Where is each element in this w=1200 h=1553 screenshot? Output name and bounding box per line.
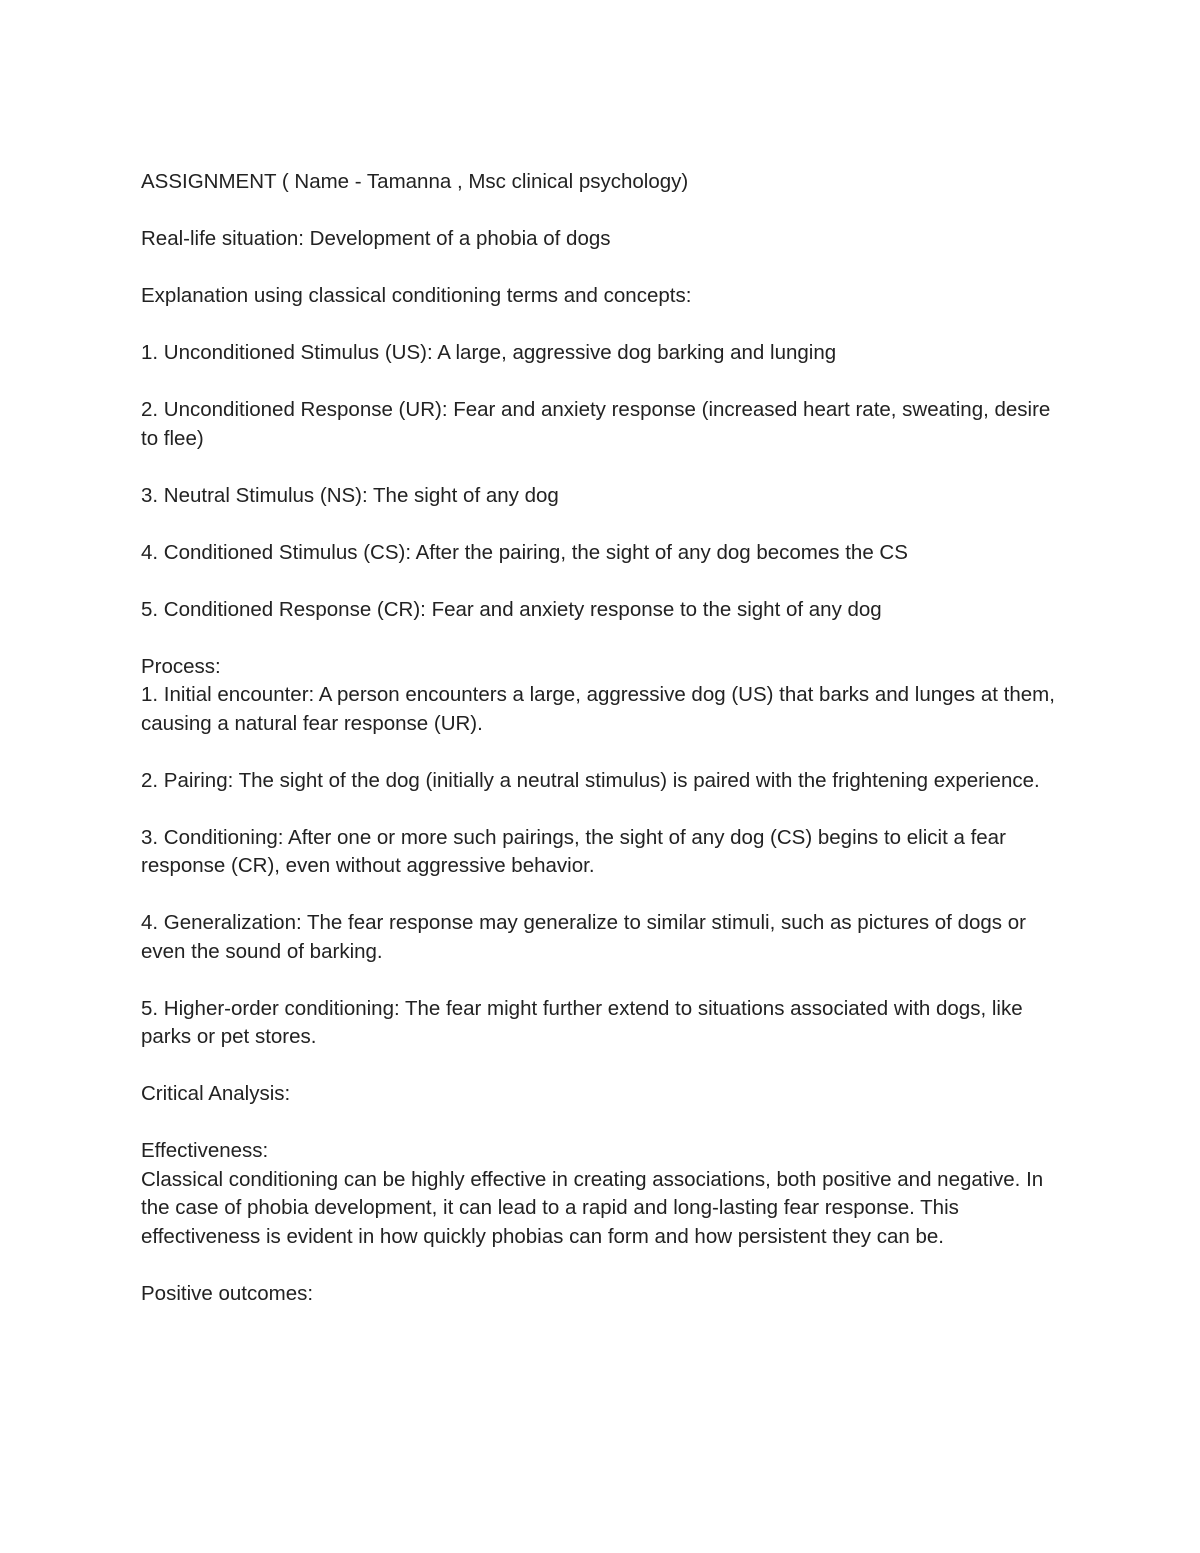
positive-outcomes-heading: Positive outcomes: bbox=[141, 1281, 314, 1305]
effectiveness-heading: Effectiveness: bbox=[141, 1139, 269, 1162]
term-item: 1. Unconditioned Stimulus (US): A large, aggressive dog barking and lunging bbox=[141, 341, 837, 364]
document-body bbox=[141, 168, 1071, 1337]
situation-line: Real-life situation: Development of a phobia of dogs bbox=[141, 227, 611, 250]
process-step: 1. Initial encounter: A person encounters a large, aggressive dog (US) that barks and lunges at them, causing a natural fear response (UR). bbox=[141, 683, 1061, 735]
term-item: 3. Neutral Stimulus (NS): The sight of any dog bbox=[141, 483, 559, 507]
effectiveness-paragraph: Classical conditioning can be highly effective in creating associations, both positive and negative. In the case of phobia development, it can lead to a rapid and long-lasting fear response. This effectiveness is evident in how quickly phobias can form and how persistent they can be. bbox=[141, 1167, 1049, 1248]
process-step: 5. Higher-order conditioning: The fear might further extend to situations associated with dogs, like parks or pet stores. bbox=[141, 996, 1029, 1048]
process-heading: Process: bbox=[141, 654, 221, 678]
process-step: 3. Conditioning: After one or more such pairings, the sight of any dog (CS) begins to elicit a fear response (CR), even without aggressive behavior. bbox=[141, 825, 1012, 877]
explanation-intro: Explanation using classical conditioning terms and concepts: bbox=[141, 284, 692, 307]
term-item: 4. Conditioned Stimulus (CS): After the pairing, the sight of any dog becomes the CS bbox=[141, 540, 908, 564]
term-item: 2. Unconditioned Response (UR): Fear and anxiety response (increased heart rate, sweating, desire to flee) bbox=[141, 398, 1057, 450]
critical-analysis-heading: Critical Analysis: bbox=[141, 1082, 291, 1105]
term-item: 5. Conditioned Response (CR): Fear and anxiety response to the sight of any dog bbox=[141, 597, 882, 621]
assignment-heading: ASSIGNMENT ( Name - Tamanna , Msc clinical psychology) bbox=[141, 170, 689, 193]
process-step: 4. Generalization: The fear response may generalize to similar stimuli, such as pictures of dogs or even the sound of barking. bbox=[141, 911, 1032, 963]
process-step: 2. Pairing: The sight of the dog (initially a neutral stimulus) is paired with the frightening experience. bbox=[141, 768, 1040, 792]
